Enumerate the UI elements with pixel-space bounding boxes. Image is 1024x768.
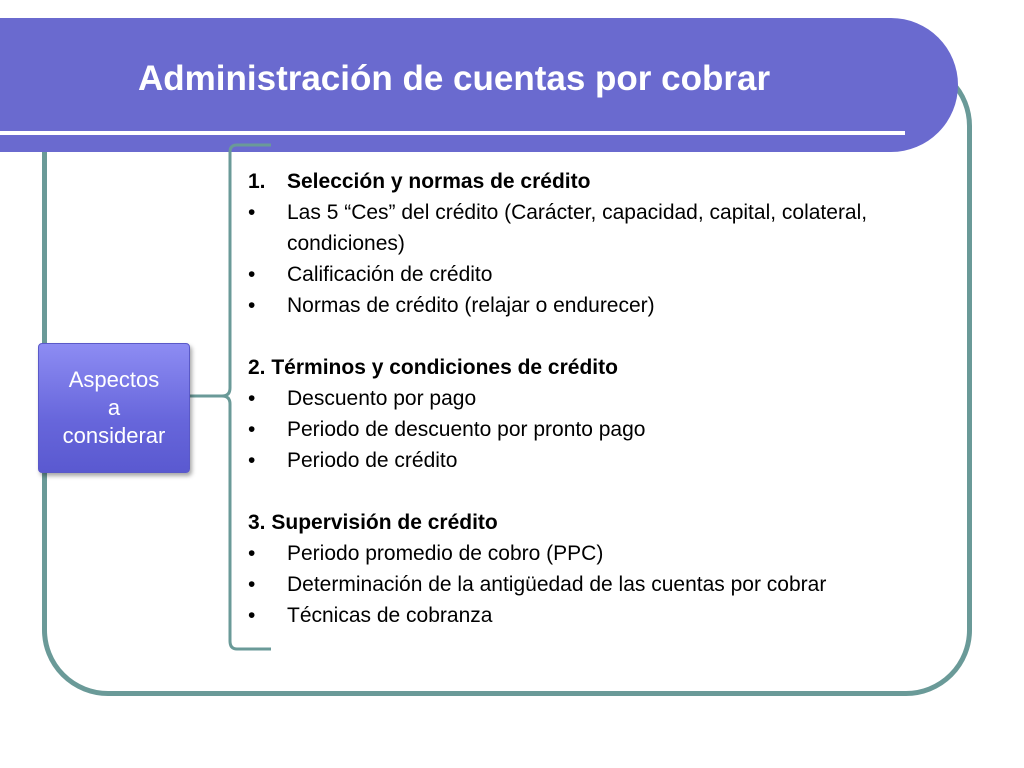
list-item [248, 259, 968, 290]
section-title: Términos y condiciones de crédito [271, 356, 618, 379]
section-number: 1. [248, 170, 266, 193]
list-item-text: Periodo de descuento por pronto pago [287, 418, 646, 441]
list-item-text: Determinación de la antigüedad de las cuentas por cobrar [287, 573, 827, 596]
list-item [248, 600, 968, 631]
list-item [248, 538, 968, 569]
list-item [248, 569, 968, 600]
content-list [248, 166, 968, 631]
list-item [248, 414, 968, 445]
bullet-icon: • [248, 201, 256, 224]
list-item-text: Periodo promedio de cobro (PPC) [287, 542, 604, 565]
list-item-text: Normas de crédito (relajar o endurecer) [287, 294, 655, 317]
bullet-icon: • [248, 573, 256, 596]
aspect-label: Aspectos a considerar [62, 367, 166, 448]
section-title: Supervisión de crédito [271, 511, 498, 534]
bullet-icon: • [248, 542, 256, 565]
spacer [248, 476, 968, 507]
section-title: Selección y normas de crédito [287, 170, 591, 193]
list-item-text: Periodo de crédito [287, 449, 458, 472]
bullet-icon: • [248, 449, 256, 472]
list-item-text: Descuento por pago [287, 387, 477, 410]
bullet-icon: • [248, 387, 256, 410]
list-item-text: Técnicas de cobranza [287, 604, 493, 627]
bullet-icon: • [248, 604, 256, 627]
list-item [248, 445, 968, 476]
list-item [248, 290, 968, 321]
bullet-icon: • [248, 294, 256, 317]
list-item-text: Calificación de crédito [287, 263, 493, 286]
section-heading [248, 166, 968, 197]
section-heading [248, 507, 968, 538]
list-item-text: Las 5 “Ces” del crédito (Carácter, capacidad, capital, colateral, condiciones) [287, 201, 868, 255]
bullet-icon: • [248, 263, 256, 286]
slide-title: Administración de cuentas por cobrar [138, 59, 771, 98]
aspect-box [38, 343, 190, 473]
bullet-icon: • [248, 418, 256, 441]
section-number: 3. [248, 511, 266, 534]
list-item [248, 383, 968, 414]
list-item [248, 197, 968, 259]
spacer [248, 321, 968, 352]
section-number: 2. [248, 356, 266, 379]
section-heading [248, 352, 968, 383]
